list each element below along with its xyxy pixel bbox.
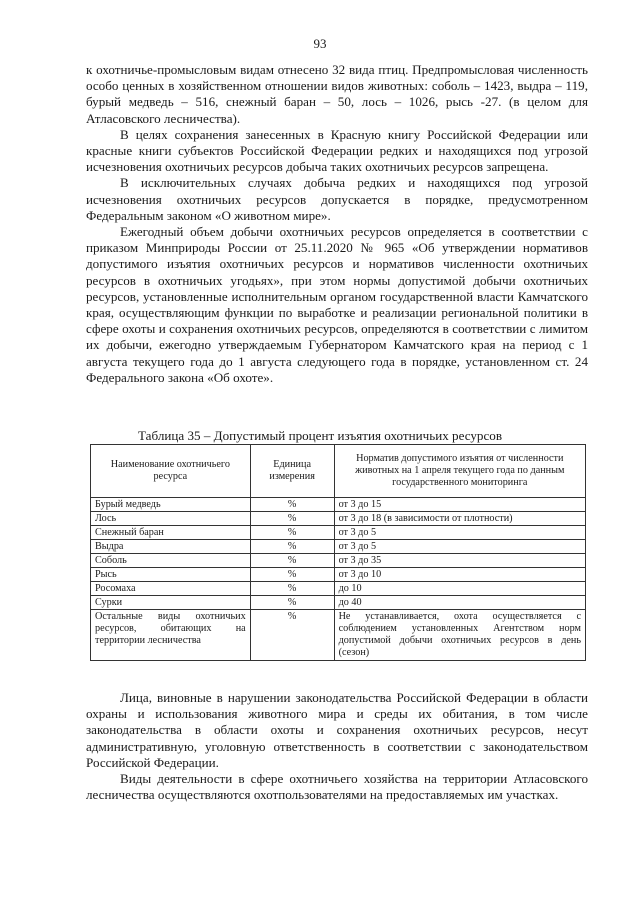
cell-resource-name: Снежный баран	[91, 526, 251, 540]
cell-norm: от 3 до 18 (в зависимости от плотности)	[334, 512, 585, 526]
paragraph-liability: Лица, виновные в нарушении законодательства Российской Федерации в области охраны и использования животного мира и среды их обитания, в том числе законодательства в области охоты и сохранения охотничьих ресурсов, несут административную, уголовную ответственность в соответствии с законодательством Российской Федерации.	[86, 690, 588, 770]
cell-norm: от 3 до 5	[334, 540, 585, 554]
top-text-block	[86, 62, 588, 386]
paragraph-activities: Виды деятельности в сфере охотничьего хозяйства на территории Атласовского лесничества осуществляются охотпользователями на предоставляемых им участках.	[86, 771, 588, 803]
harvest-norms-table	[90, 444, 586, 661]
table-row	[91, 596, 586, 610]
paragraph-species-count: к охотничье-промысловым видам отнесено 32 вида птиц. Предпромысловая численность особо ценных в хозяйственном отношении видов животных: соболь – 1423, выдра – 119, бурый медведь – 516, снежный баран – 50, лось – 1026, рысь -27. (в целом для Атласовского лесничества).	[86, 62, 588, 126]
table-row	[91, 512, 586, 526]
paragraph-exceptional-cases: В исключительных случаях добыча редких и находящихся под угрозой исчезновения охотничьих ресурсов допускается в порядке, предусмотренном Федеральным законом «О животном мире».	[86, 175, 588, 223]
table-caption: Таблица 35 – Допустимый процент изъятия охотничьих ресурсов	[138, 428, 502, 443]
table-row	[91, 526, 586, 540]
bottom-text-block	[86, 690, 588, 803]
paragraph-red-book: В целях сохранения занесенных в Красную книгу Российской Федерации или красные книги субъектов Российской Федерации редких и находящихся под угрозой исчезновения охотничьих ресурсов добыча таких охотничьих ресурсов запрещена.	[86, 126, 588, 175]
cell-norm: от 3 до 10	[334, 568, 585, 582]
cell-resource-name: Выдра	[91, 540, 251, 554]
header-resource-name: Наименование охотничьего ресурса	[91, 445, 251, 498]
table-row	[91, 554, 586, 568]
header-unit: Единица измерения	[250, 445, 334, 498]
table-row	[91, 498, 586, 512]
cell-unit: %	[250, 526, 334, 540]
cell-unit: %	[250, 554, 334, 568]
header-norm: Норматив допустимого изъятия от численности животных на 1 апреля текущего года по данным государственного мониторинга	[334, 445, 585, 498]
cell-unit: %	[250, 540, 334, 554]
cell-unit: %	[250, 610, 334, 661]
cell-norm: от 3 до 15	[334, 498, 585, 512]
cell-unit: %	[250, 582, 334, 596]
cell-resource-name: Соболь	[91, 554, 251, 568]
table-row	[91, 582, 586, 596]
cell-norm: от 3 до 35	[334, 554, 585, 568]
page-number: 93	[313, 36, 327, 51]
cell-unit: %	[250, 596, 334, 610]
table-row	[91, 568, 586, 582]
cell-unit: %	[250, 568, 334, 582]
cell-resource-name: Сурки	[91, 596, 251, 610]
paragraph-annual-volume: Ежегодный объем добычи охотничьих ресурсов определяется в соответствии с приказом Минприроды России от 25.11.2020 № 965 «Об утверждении нормативов допустимого изъятия охотничьих ресурсов и нормативов численности охотничьих ресурсов в охотничьих угодьях», при этом нормы допустимой добычи охотничьих ресурсов, установленные исполнительным органом государственной власти Камчатского края, осуществляющим функции по выработке и реализации региональной политики в сфере охоты и сохранения охотничьих ресурсов, определяются в соответствии с лимитом их добычи, ежегодно утверждаемым Губернатором Камчатского края на период с 1 августа текущего года до 1 августа следующего года в порядке, установленном ст. 24 Федерального закона «Об охоте».	[86, 224, 588, 385]
cell-norm: до 40	[334, 596, 585, 610]
cell-resource-name: Бурый медведь	[91, 498, 251, 512]
cell-unit: %	[250, 498, 334, 512]
table-row	[91, 540, 586, 554]
table-row	[91, 610, 586, 661]
cell-unit: %	[250, 512, 334, 526]
cell-norm: до 10	[334, 582, 585, 596]
table-header-row	[91, 445, 586, 498]
cell-resource-name: Рысь	[91, 568, 251, 582]
cell-resource-name: Остальные виды охотничьих ресурсов, обитающих на территории лесничества	[91, 610, 251, 661]
cell-resource-name: Росомаха	[91, 582, 251, 596]
cell-norm: Не устанавливается, охота осуществляется с соблюдением установленных Агентством норм допустимой добычи охотничьих ресурсов в день (сезон)	[334, 610, 585, 661]
cell-resource-name: Лось	[91, 512, 251, 526]
cell-norm: от 3 до 5	[334, 526, 585, 540]
